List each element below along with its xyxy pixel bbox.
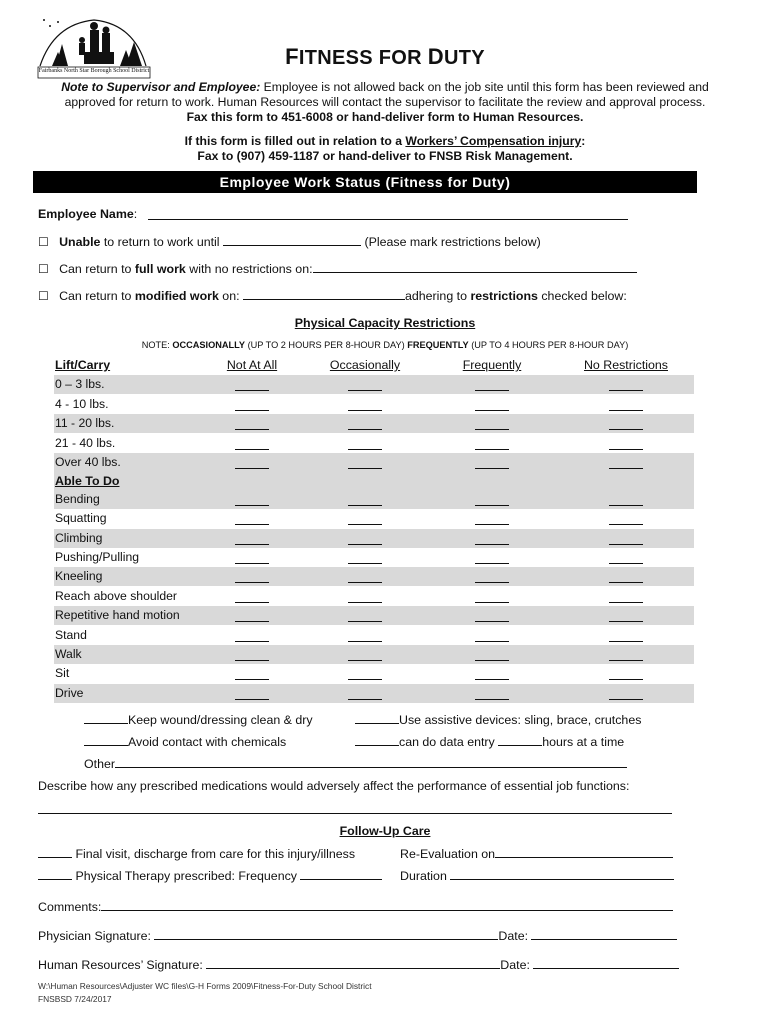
restriction-blank[interactable] — [475, 398, 509, 411]
restriction-blank[interactable] — [348, 532, 382, 545]
duration-field[interactable] — [450, 868, 674, 880]
chemicals-blank[interactable] — [84, 734, 128, 746]
hr-date-field[interactable] — [533, 957, 679, 969]
modified-work-date-field[interactable] — [243, 288, 405, 300]
restriction-blank[interactable] — [348, 648, 382, 661]
duration-row: Duration — [400, 868, 674, 883]
restriction-blank[interactable] — [475, 648, 509, 661]
restriction-blank[interactable] — [348, 590, 382, 603]
table-group-header: Able To Do — [55, 474, 120, 489]
restriction-blank[interactable] — [235, 493, 269, 506]
data-entry-blank[interactable] — [355, 734, 399, 746]
wound-blank[interactable] — [84, 712, 128, 724]
restriction-blank[interactable] — [348, 609, 382, 622]
restriction-blank[interactable] — [348, 378, 382, 391]
table-row-label: Bending — [55, 491, 100, 506]
table-row-label: Squatting — [55, 511, 107, 526]
modified-work-option: ☐ Can return to modified work on: adhering to restrictions checked below: — [38, 289, 627, 303]
restriction-blank[interactable] — [609, 570, 643, 583]
table-row-label: 21 - 40 lbs. — [55, 435, 116, 450]
footer-path: W:\Human Resources\Adjuster WC files\G-H Forms 2009\Fitness-For-Duty School District — [38, 981, 372, 991]
restriction-blank[interactable] — [609, 437, 643, 450]
restriction-blank[interactable] — [609, 493, 643, 506]
restriction-blank[interactable] — [609, 629, 643, 642]
final-visit-row: Final visit, discharge from care for this injury/illness — [38, 846, 355, 861]
restriction-blank[interactable] — [609, 532, 643, 545]
restriction-blank[interactable] — [609, 687, 643, 700]
modified-work-checkbox[interactable]: ☐ — [38, 289, 49, 303]
unable-option: ☐ Unable to return to work until (Please mark restrictions below) — [38, 235, 541, 249]
data-entry-row: can do data entry hours at a time — [355, 734, 624, 749]
table-row-label: Climbing — [55, 530, 103, 545]
pt-blank[interactable] — [38, 868, 72, 880]
unable-until-field[interactable] — [223, 234, 361, 246]
restriction-blank[interactable] — [475, 417, 509, 430]
table-row-band — [54, 472, 694, 491]
table-row-label: 0 – 3 lbs. — [55, 377, 105, 392]
restriction-blank[interactable] — [348, 687, 382, 700]
physical-therapy-row: Physical Therapy prescribed: Frequency — [38, 868, 382, 883]
comments-field[interactable] — [101, 899, 673, 911]
table-group-header: Lift/Carry — [55, 358, 111, 372]
pt-frequency-field[interactable] — [300, 868, 382, 880]
reevaluation-row: Re-Evaluation on — [400, 846, 673, 861]
footer-code: FNSBSD 7/24/2017 — [38, 994, 112, 1004]
restriction-blank[interactable] — [235, 456, 269, 469]
note-paragraph: Note to Supervisor and Employee: Employee is not allowed back on the job site until this form has been reviewed and approved for return to work. Human Resources will contact the supervisor to facilitate the review and approval process. Fax this form to 451-6008 or hand-deliver form to Human Resources. — [61, 80, 709, 124]
unable-checkbox[interactable]: ☐ — [38, 235, 49, 249]
restriction-blank[interactable] — [235, 570, 269, 583]
table-row-label: 11 - 20 lbs. — [55, 416, 115, 431]
restriction-blank[interactable] — [348, 437, 382, 450]
logo-caption: Fairbanks North Star Borough School District — [38, 68, 150, 74]
table-row-label: Pushing/Pulling — [55, 550, 140, 564]
section-banner: Employee Work Status (Fitness for Duty) — [33, 171, 697, 193]
page-title: FITNESS FOR DUTY — [285, 44, 485, 69]
restriction-blank[interactable] — [348, 398, 382, 411]
restrictions-title: Physical Capacity Restrictions — [294, 316, 476, 330]
table-row-label: Drive — [55, 685, 84, 700]
reevaluation-field[interactable] — [495, 846, 673, 858]
restriction-blank[interactable] — [235, 590, 269, 603]
hr-signature-field[interactable] — [206, 957, 500, 969]
restriction-blank[interactable] — [609, 648, 643, 661]
table-row-label: Kneeling — [55, 569, 103, 584]
chemicals-row: Avoid contact with chemicals — [84, 734, 286, 749]
table-row-label: Over 40 lbs. — [55, 455, 121, 469]
physician-signature-field[interactable] — [154, 928, 498, 940]
workers-comp-note: If this form is filled out in relation to a Workers’ Compensation injury: Fax to (907) 459-1187 or hand-deliver to FNSB Risk Management. — [184, 134, 586, 163]
other-label: Other — [84, 757, 115, 771]
table-row-label: 4 - 10 lbs. — [55, 396, 109, 411]
full-work-checkbox[interactable]: ☐ — [38, 262, 49, 276]
restriction-blank[interactable] — [475, 378, 509, 391]
restriction-blank[interactable] — [475, 437, 509, 450]
restriction-blank[interactable] — [235, 512, 269, 525]
restriction-blank[interactable] — [475, 570, 509, 583]
restriction-blank[interactable] — [475, 493, 509, 506]
employee-name-field[interactable] — [148, 207, 628, 220]
other-row — [84, 756, 627, 771]
restriction-blank[interactable] — [475, 609, 509, 622]
restriction-blank[interactable] — [475, 667, 509, 680]
col-frequently: Frequently — [462, 358, 522, 372]
restriction-blank[interactable] — [609, 609, 643, 622]
restriction-blank[interactable] — [609, 417, 643, 430]
employee-name-row — [38, 207, 137, 221]
restriction-blank[interactable] — [475, 551, 509, 564]
restriction-blank[interactable] — [235, 629, 269, 642]
full-work-date-field[interactable] — [313, 261, 637, 273]
restriction-blank[interactable] — [235, 667, 269, 680]
table-row-label: Reach above shoulder — [55, 588, 177, 603]
hr-signature-row: Human Resources’ Signature: Date: — [38, 957, 679, 972]
restriction-blank[interactable] — [235, 532, 269, 545]
restriction-blank[interactable] — [348, 629, 382, 642]
medications-label: Describe how any prescribed medications would adversely affect the performance of essential job functions: — [38, 779, 630, 793]
restriction-blank[interactable] — [475, 532, 509, 545]
restriction-blank[interactable] — [348, 493, 382, 506]
devices-row: Use assistive devices: sling, brace, crutches — [355, 712, 641, 727]
wound-row: Keep wound/dressing clean & dry — [84, 712, 313, 727]
restriction-blank[interactable] — [348, 570, 382, 583]
restriction-blank[interactable] — [475, 456, 509, 469]
table-row-label: Walk — [55, 647, 82, 661]
restriction-blank[interactable] — [235, 687, 269, 700]
restriction-blank[interactable] — [235, 648, 269, 661]
physician-signature-row: Physician Signature: Date: — [38, 928, 677, 943]
restriction-blank[interactable] — [235, 417, 269, 430]
restriction-blank[interactable] — [609, 551, 643, 564]
restriction-blank[interactable] — [235, 551, 269, 564]
col-not-at-all: Not At All — [226, 358, 278, 372]
restriction-blank[interactable] — [348, 667, 382, 680]
followup-title: Follow-Up Care — [339, 824, 431, 838]
restriction-blank[interactable] — [609, 378, 643, 391]
medications-field[interactable] — [38, 801, 672, 814]
restriction-blank[interactable] — [609, 590, 643, 603]
table-row-label: Repetitive hand motion — [55, 608, 180, 623]
table-row-label: Stand — [55, 627, 87, 642]
restriction-blank[interactable] — [235, 609, 269, 622]
table-row-label: Sit — [55, 666, 70, 681]
fax-instruction: Fax this form to 451-6008 or hand-deliver form to Human Resources. — [186, 110, 584, 124]
other-field[interactable] — [115, 756, 627, 768]
restriction-blank[interactable] — [475, 512, 509, 525]
restriction-blank[interactable] — [609, 667, 643, 680]
restriction-blank[interactable] — [235, 378, 269, 391]
col-occasionally: Occasionally — [329, 358, 401, 372]
restriction-blank[interactable] — [475, 590, 509, 603]
restriction-blank[interactable] — [235, 398, 269, 411]
restriction-blank[interactable] — [235, 437, 269, 450]
restriction-blank[interactable] — [348, 417, 382, 430]
col-no-restrictions: No Restrictions — [583, 358, 668, 372]
restriction-blank[interactable] — [609, 398, 643, 411]
full-work-option: ☐ Can return to full work with no restrictions on: — [38, 261, 637, 276]
restriction-blank[interactable] — [609, 456, 643, 469]
restriction-blank[interactable] — [475, 687, 509, 700]
frequency-legend: NOTE: OCCASIONALLY (UP TO 2 HOURS PER 8-HOUR DAY) FREQUENTLY (UP TO 4 HOURS PER 8-HOUR DAY) — [141, 340, 629, 350]
restriction-blank[interactable] — [348, 512, 382, 525]
physician-date-field[interactable] — [531, 928, 677, 940]
employee-name-label: Employee Name: — [38, 207, 138, 221]
restriction-blank[interactable] — [348, 551, 382, 564]
restriction-blank[interactable] — [609, 512, 643, 525]
final-visit-blank[interactable] — [38, 846, 72, 858]
data-entry-hours-field[interactable] — [498, 734, 542, 746]
restriction-blank[interactable] — [348, 456, 382, 469]
restriction-blank[interactable] — [475, 629, 509, 642]
devices-blank[interactable] — [355, 712, 399, 724]
comments-row: Comments: — [38, 899, 673, 914]
